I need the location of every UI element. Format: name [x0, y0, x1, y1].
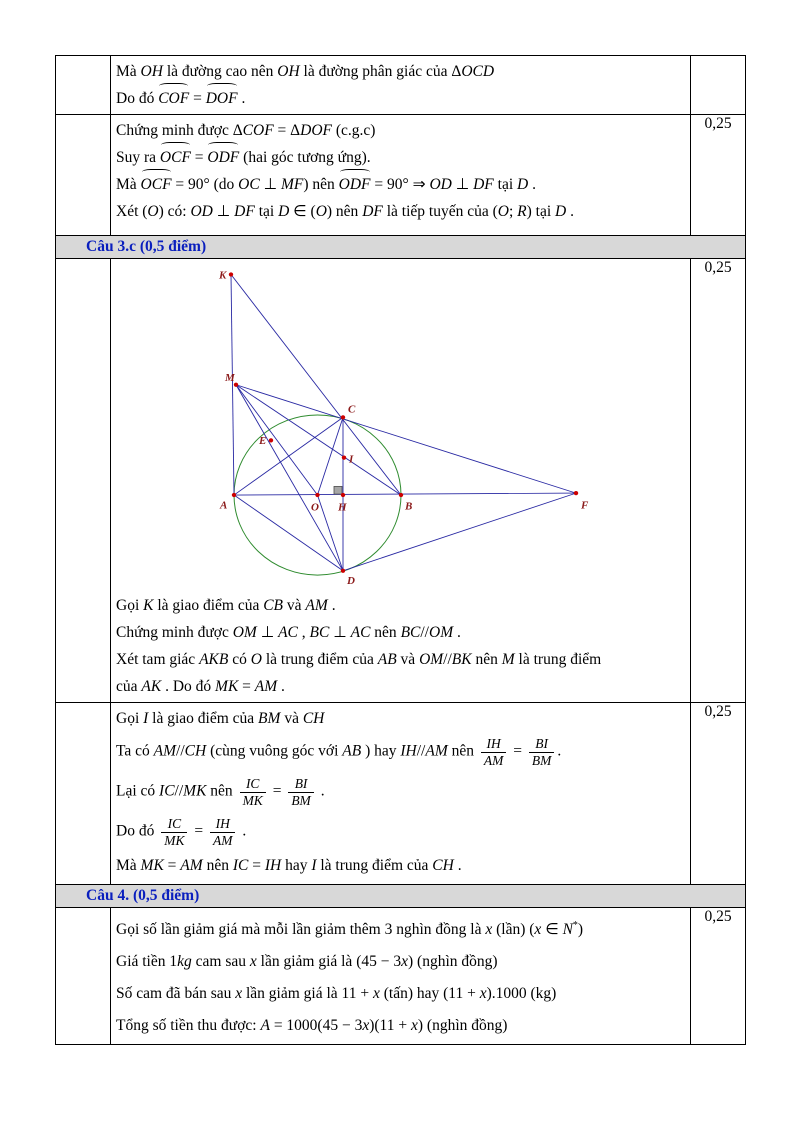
- point-dot-A: [232, 493, 236, 497]
- point-label-H: H: [338, 501, 347, 514]
- solution-line: Suy ra OCF = ODF (hai góc tương ứng).: [116, 144, 684, 171]
- section-header-cell: [56, 885, 746, 908]
- point-label-M: M: [225, 372, 235, 384]
- point-dot-D: [341, 569, 345, 573]
- solution-line: Chứng minh được OM ⊥ AC , BC ⊥ AC nên BC//OM .: [116, 624, 461, 641]
- content-cell: [111, 703, 691, 885]
- margin-cell: [56, 908, 111, 1045]
- section-header-cell: [56, 236, 746, 259]
- point-label-O: O: [311, 501, 319, 514]
- point-label-B: B: [405, 500, 413, 513]
- answer-table: [55, 55, 746, 1045]
- point-dot-C: [341, 415, 345, 419]
- point-dot-O: [315, 493, 319, 497]
- table-row: [56, 115, 746, 236]
- content-cell: [111, 259, 691, 703]
- content-cell: [111, 908, 691, 1045]
- score-cell: 0,25: [691, 115, 746, 236]
- point-dot-K: [229, 272, 233, 276]
- section-header-row: [56, 236, 746, 259]
- point-dot-F: [574, 491, 578, 495]
- solution-line: Mà OH là đường cao nên OH là đường phân giác của ΔOCD: [116, 63, 495, 80]
- table-row: [56, 259, 746, 703]
- section-header-row: [56, 885, 746, 908]
- margin-cell: [56, 115, 111, 236]
- point-label-E: E: [259, 435, 267, 448]
- point-label-C: C: [348, 403, 356, 416]
- solution-line: Do đó COF = DOF .: [116, 85, 684, 112]
- solution-line: Xét tam giác AKB có O là trung điểm của AB và OM//BK nên M là trung điểm: [116, 651, 602, 668]
- margin-cell: [56, 703, 111, 885]
- score-cell: 0,25: [691, 259, 746, 703]
- score-cell: 0,25: [691, 908, 746, 1045]
- table-row: [56, 56, 746, 115]
- solution-line: Gọi I là giao điểm của BM và CH: [116, 710, 325, 727]
- solution-line: của AK . Do đó MK = AM .: [116, 678, 285, 695]
- solution-line: Gọi K là giao điểm của CB và AM .: [116, 597, 336, 614]
- score-cell: 0,25: [691, 703, 746, 885]
- point-label-A: A: [220, 499, 228, 512]
- point-label-D: D: [347, 575, 355, 588]
- table-row: [56, 908, 746, 1045]
- point-dot-H: [341, 493, 345, 497]
- point-dot-E: [269, 438, 273, 442]
- solution-line: Gọi số lần giảm giá mà mỗi lần giảm thêm 3 nghìn đồng là x (lần) (x ∈ N*): [116, 920, 584, 939]
- section-header-cau4: Câu 4. (0,5 điểm): [86, 887, 200, 904]
- margin-cell: [56, 259, 111, 703]
- content-cell: [111, 115, 691, 236]
- margin-cell: [56, 56, 111, 115]
- point-dot-I: [342, 456, 346, 460]
- geometry-figure: [116, 263, 676, 589]
- figure-labels: [218, 270, 588, 588]
- solution-line: Chứng minh được ΔCOF = ΔDOF (c.g.c): [116, 122, 376, 139]
- solution-line: Lại có IC//MK nên $\frac{IC}{MK}$ = $\frac{BI}{BM}$ .: [116, 776, 325, 808]
- solution-line: Số cam đã bán sau x lần giảm giá là 11 + x (tấn) hay (11 + x).1000 (kg): [116, 985, 557, 1003]
- section-header-cau3c: Câu 3.c (0,5 điểm): [86, 238, 207, 255]
- solution-line: Do đó $\frac{IC}{MK}$ = $\frac{IH}{AM}$ .: [116, 816, 247, 848]
- point-label-K: K: [219, 269, 227, 282]
- solution-line: Giá tiền 1kg cam sau x lần giảm giá là (45 − 3x) (nghìn đồng): [116, 953, 498, 971]
- solution-line: Mà OCF = 90° (do OC ⊥ MF) nên ODF = 90° ⇒ OD ⊥ DF tại D .: [116, 171, 684, 198]
- point-label-I: I: [349, 453, 354, 466]
- solution-line: Ta có AM//CH (cùng vuông góc với AB ) hay IH//AM nên $\frac{IH}{AM}$ = $\frac{BI}{BM}$ .: [116, 736, 562, 768]
- solution-line: Xét (O) có: OD ⊥ DF tại D ∈ (O) nên DF là tiếp tuyến của (O; R) tại D .: [116, 203, 574, 220]
- table-row: [56, 703, 746, 885]
- point-label-F: F: [581, 499, 589, 512]
- solution-line: Tổng số tiền thu được: A = 1000(45 − 3x)(11 + x) (nghìn đồng): [116, 1017, 508, 1035]
- point-dot-B: [399, 493, 403, 497]
- solution-line: Mà MK = AM nên IC = IH hay I là trung điểm của CH .: [116, 857, 462, 875]
- content-cell: [111, 56, 691, 115]
- score-cell: [691, 56, 746, 115]
- right-angle-marker: [334, 486, 342, 494]
